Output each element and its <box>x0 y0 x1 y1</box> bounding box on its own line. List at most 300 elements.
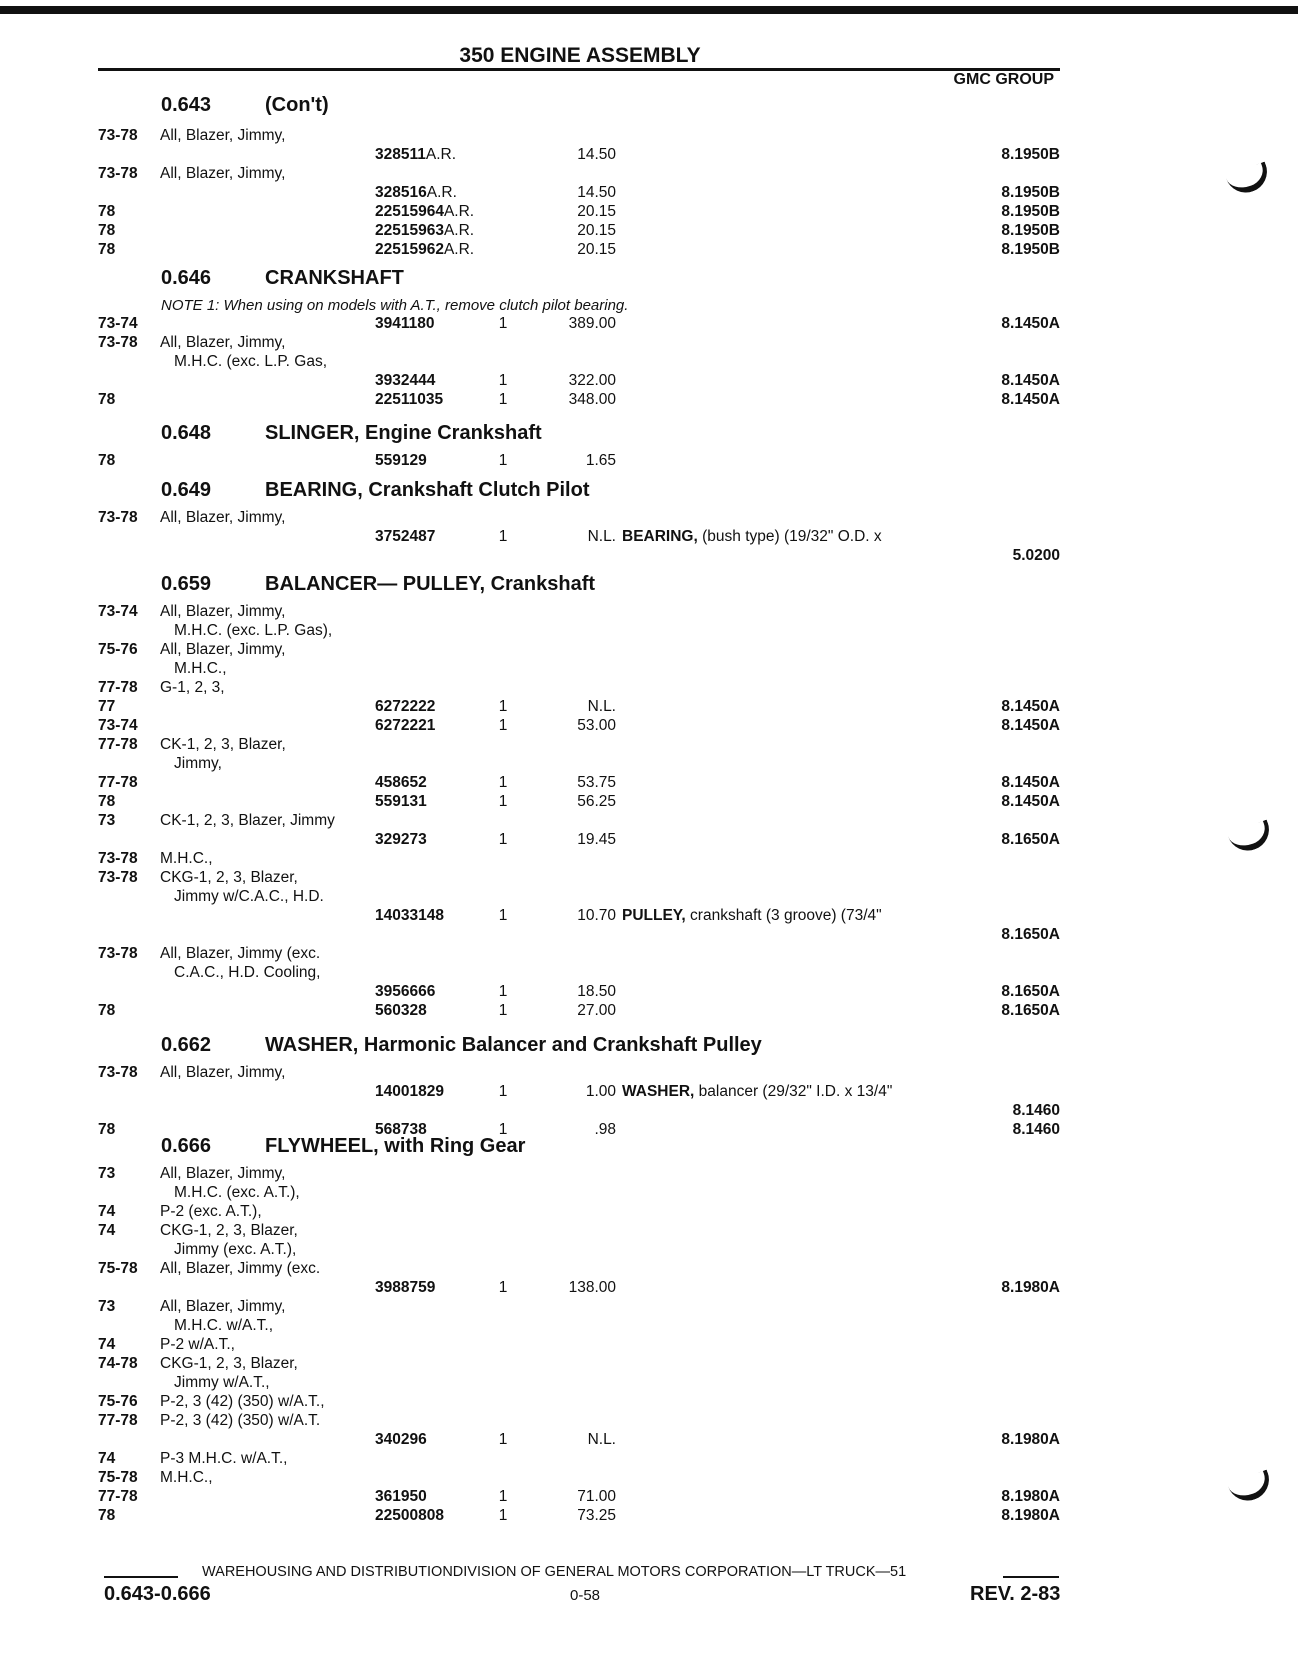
part-number-value: 361950 <box>375 1488 427 1505</box>
part-description <box>622 527 942 546</box>
quantity: 1 <box>498 774 508 791</box>
page-title: 350 ENGINE ASSEMBLY <box>459 44 701 67</box>
table-row <box>0 887 1298 906</box>
gmc-group-number: 8.1460 <box>1012 1102 1060 1119</box>
gmc-group-number: 8.1980A <box>1001 1507 1060 1524</box>
part-number-value: 6272222 <box>375 698 436 715</box>
table-row <box>0 1316 1298 1335</box>
price: 27.00 <box>577 1002 616 1019</box>
part-number-value: 6272221 <box>375 717 436 734</box>
table-row <box>0 982 1298 1001</box>
model-applicability <box>174 352 375 371</box>
gmc-group-number: 8.1980A <box>1001 1431 1060 1448</box>
table-row <box>0 314 1298 333</box>
table-row <box>0 697 1298 716</box>
quantity: 1 <box>498 1121 508 1138</box>
table-row <box>0 849 1298 868</box>
model-text: All, Blazer, Jimmy, <box>160 127 289 144</box>
model-text: CKG-1, 2, 3, Blazer, <box>160 1355 302 1372</box>
table-row <box>0 145 1298 164</box>
description-leader <box>622 528 886 545</box>
quantity: 1 <box>498 391 508 408</box>
table-row <box>0 1373 1298 1392</box>
quantity: 1 <box>498 907 508 924</box>
part-number <box>375 221 478 240</box>
table-row <box>0 1183 1298 1202</box>
model-text: C.A.C., H.D. Cooling, <box>174 964 324 981</box>
year-range: 78 <box>98 1002 116 1019</box>
year-range: 73 <box>98 1165 116 1182</box>
section-code: 0.659 <box>161 573 212 595</box>
part-number <box>375 451 478 470</box>
model-applicability <box>160 678 375 697</box>
year-range: 73-78 <box>98 334 138 351</box>
gmc-group-number: 8.1950B <box>1001 222 1060 239</box>
part-number <box>375 906 478 925</box>
description-text <box>622 528 886 545</box>
part-description <box>622 1082 942 1101</box>
table-row <box>0 792 1298 811</box>
table-row <box>0 1411 1298 1430</box>
part-number-value: 328516 <box>375 184 427 201</box>
price: 18.50 <box>577 983 616 1000</box>
table-row <box>0 830 1298 849</box>
model-text: P-2, 3 (42) (350) w/A.T. <box>160 1412 324 1429</box>
table-row <box>0 352 1298 371</box>
quantity: 1 <box>498 1002 508 1019</box>
table-row <box>0 602 1298 621</box>
part-number <box>375 830 478 849</box>
model-text: Jimmy w/A.T., <box>174 1374 274 1391</box>
price: 71.00 <box>577 1488 616 1505</box>
price: 389.00 <box>568 315 616 332</box>
quantity: 1 <box>498 983 508 1000</box>
table-row <box>0 963 1298 982</box>
section-heading <box>0 571 1298 597</box>
model-text: Jimmy w/C.A.C., H.D. <box>174 888 328 905</box>
description-detail: balancer (29/32" I.D. x 13/4" <box>698 1083 893 1100</box>
footer-rule-right <box>1003 1576 1059 1578</box>
table-row <box>0 1297 1298 1316</box>
table-row <box>0 1001 1298 1020</box>
year-range: 75-78 <box>98 1260 138 1277</box>
table-row <box>0 773 1298 792</box>
table-row <box>0 1221 1298 1240</box>
year-range: 75-78 <box>98 1469 138 1486</box>
price: 10.70 <box>577 907 616 924</box>
part-number <box>375 527 478 546</box>
model-text: CKG-1, 2, 3, Blazer, <box>160 869 302 886</box>
model-text: M.H.C., <box>160 850 217 867</box>
description-detail: crankshaft (3 groove) (73/4" <box>690 907 882 924</box>
model-applicability <box>160 164 375 183</box>
model-text: P-2, 3 (42) (350) w/A.T., <box>160 1393 329 1410</box>
gmc-group-number: 8.1460 <box>1012 1121 1060 1138</box>
year-range: 77-78 <box>98 1412 138 1429</box>
table-row <box>0 1101 1298 1120</box>
quantity-as-required: A.R. <box>443 241 475 258</box>
table-row <box>0 659 1298 678</box>
year-range: 74 <box>98 1450 116 1467</box>
quantity-as-required: A.R. <box>426 184 457 201</box>
model-applicability <box>160 640 375 659</box>
price: 56.25 <box>577 793 616 810</box>
table-row <box>0 1449 1298 1468</box>
description-text <box>622 1083 896 1100</box>
year-range: 78 <box>98 1507 116 1524</box>
part-number <box>375 1487 478 1506</box>
part-number-value: 559129 <box>375 452 427 469</box>
section-heading <box>0 477 1298 503</box>
table-row <box>0 678 1298 697</box>
model-text: M.H.C., <box>160 1469 217 1486</box>
model-text: Jimmy, <box>174 755 226 772</box>
model-applicability <box>160 1468 375 1487</box>
table-row <box>0 1430 1298 1449</box>
model-text: P-2 (exc. A.T.), <box>160 1203 266 1220</box>
price: 1.00 <box>585 1083 616 1100</box>
part-number-value: 3988759 <box>375 1279 436 1296</box>
price: 138.00 <box>568 1279 616 1296</box>
table-row <box>0 183 1298 202</box>
section-name: BALANCER— PULLEY, Crankshaft <box>265 573 596 595</box>
year-range: 78 <box>98 203 116 220</box>
model-applicability <box>160 1259 375 1278</box>
part-number-value: 568738 <box>375 1121 427 1138</box>
quantity: 1 <box>498 372 508 389</box>
gmc-group-number: 8.1980A <box>1001 1488 1060 1505</box>
quantity: 1 <box>498 717 508 734</box>
gmc-group-number: 8.1450A <box>1001 391 1060 408</box>
part-number <box>375 697 478 716</box>
table-row <box>0 527 1298 546</box>
part-number <box>375 145 478 164</box>
model-text: All, Blazer, Jimmy, <box>160 165 289 182</box>
price: .98 <box>594 1121 616 1138</box>
year-range: 73-78 <box>98 850 138 867</box>
year-range: 78 <box>98 222 116 239</box>
quantity-as-required: A.R. <box>443 203 475 220</box>
table-row <box>0 640 1298 659</box>
gmc-group-number: 8.1450A <box>1001 372 1060 389</box>
table-row <box>0 126 1298 145</box>
part-number <box>375 314 478 333</box>
year-range: 75-76 <box>98 1393 138 1410</box>
table-row <box>0 1063 1298 1082</box>
model-text: All, Blazer, Jimmy (exc. <box>160 1260 324 1277</box>
table-row <box>0 1120 1298 1139</box>
year-range: 74 <box>98 1222 116 1239</box>
description-keyword: BEARING, <box>622 528 698 545</box>
part-number-value: 22515963 <box>375 222 444 239</box>
model-applicability <box>160 508 375 527</box>
year-range: 73-74 <box>98 717 138 734</box>
gmc-group-number: 8.1650A <box>1001 1002 1060 1019</box>
table-row <box>0 546 1298 565</box>
model-text: M.H.C. w/A.T., <box>174 1317 277 1334</box>
section-heading <box>0 265 1298 291</box>
model-applicability <box>174 1240 375 1259</box>
model-text: CKG-1, 2, 3, Blazer, <box>160 1222 302 1239</box>
price: 20.15 <box>577 203 616 220</box>
table-row <box>0 390 1298 409</box>
year-range: 78 <box>98 1121 116 1138</box>
section-code: 0.648 <box>161 422 212 444</box>
quantity: 1 <box>498 528 508 545</box>
table-row <box>0 1240 1298 1259</box>
part-number <box>375 773 478 792</box>
price: 19.45 <box>577 831 616 848</box>
part-number-value: 340296 <box>375 1431 427 1448</box>
part-number-value: 22515964 <box>375 203 444 220</box>
section-name: SLINGER, Engine Crankshaft <box>265 422 542 444</box>
section-code: 0.666 <box>161 1135 212 1157</box>
section-name: FLYWHEEL, with Ring Gear <box>265 1135 526 1157</box>
part-number <box>375 1278 478 1297</box>
description-keyword: PULLEY, <box>622 907 686 924</box>
table-row <box>0 868 1298 887</box>
model-applicability <box>160 849 375 868</box>
model-applicability <box>160 1354 375 1373</box>
model-applicability <box>160 735 375 754</box>
model-text: CK-1, 2, 3, Blazer, Jimmy <box>160 812 339 829</box>
model-applicability <box>174 754 375 773</box>
part-number-value: 3956666 <box>375 983 436 1000</box>
part-number <box>375 792 478 811</box>
model-applicability <box>160 1392 375 1411</box>
model-applicability <box>174 1373 375 1392</box>
part-number <box>375 202 478 221</box>
model-applicability <box>174 621 375 640</box>
year-range: 74 <box>98 1336 116 1353</box>
model-applicability <box>160 333 375 352</box>
price: 53.75 <box>577 774 616 791</box>
year-range: 77 <box>98 698 116 715</box>
part-number-value: 14033148 <box>375 907 444 924</box>
part-number <box>375 716 478 735</box>
section-name: BEARING, Crankshaft Clutch Pilot <box>265 479 590 501</box>
model-text: All, Blazer, Jimmy, <box>160 641 289 658</box>
quantity: 1 <box>498 1507 508 1524</box>
part-number-value: 560328 <box>375 1002 427 1019</box>
part-number-value: 3752487 <box>375 528 436 545</box>
price: 14.50 <box>577 146 616 163</box>
year-range: 78 <box>98 391 116 408</box>
model-applicability <box>160 868 375 887</box>
gmc-group-number: 8.1650A <box>1001 983 1060 1000</box>
table-row <box>0 944 1298 963</box>
gmc-group-number: 8.1950B <box>1001 241 1060 258</box>
quantity: 1 <box>498 1279 508 1296</box>
year-range: 77-78 <box>98 774 138 791</box>
quantity-as-required: A.R. <box>443 222 475 239</box>
model-text: P-2 w/A.T., <box>160 1336 239 1353</box>
model-applicability <box>174 1183 375 1202</box>
table-row <box>0 925 1298 944</box>
model-text: All, Blazer, Jimmy, <box>160 509 289 526</box>
footer-page-number: 0-58 <box>570 1587 601 1604</box>
model-text: G-1, 2, 3, <box>160 679 229 696</box>
year-range: 74-78 <box>98 1355 138 1372</box>
model-text: M.H.C. (exc. L.P. Gas), <box>174 622 336 639</box>
model-applicability <box>160 1164 375 1183</box>
part-number-value: 22515962 <box>375 241 444 258</box>
year-range: 78 <box>98 241 116 258</box>
gmc-group-number: 8.1450A <box>1001 717 1060 734</box>
price: N.L. <box>587 1431 616 1448</box>
year-range: 78 <box>98 452 116 469</box>
model-applicability <box>160 602 375 621</box>
section-code: 0.646 <box>161 267 212 289</box>
description-text <box>622 907 886 924</box>
model-text: All, Blazer, Jimmy, <box>160 334 289 351</box>
gmc-group-number: 8.1980A <box>1001 1279 1060 1296</box>
part-number-value: 22511035 <box>375 391 444 408</box>
part-number-value: 328511 <box>375 146 426 163</box>
part-number <box>375 390 478 409</box>
gmc-group-number: 8.1650A <box>1001 831 1060 848</box>
table-row <box>0 202 1298 221</box>
part-number-value: 14001829 <box>375 1083 444 1100</box>
table-row <box>0 1082 1298 1101</box>
footer-range: 0.643-0.666 <box>104 1583 211 1605</box>
model-applicability <box>174 659 375 678</box>
section-heading <box>0 420 1298 446</box>
model-text: All, Blazer, Jimmy, <box>160 1165 289 1182</box>
model-applicability <box>160 1335 375 1354</box>
table-row <box>0 240 1298 259</box>
price: 73.25 <box>577 1507 616 1524</box>
part-number <box>375 1506 478 1525</box>
model-text: All, Blazer, Jimmy (exc. <box>160 945 324 962</box>
model-applicability <box>160 944 375 963</box>
year-range: 78 <box>98 793 116 810</box>
section-heading <box>0 1032 1298 1058</box>
section-code: 0.649 <box>161 479 212 501</box>
gmc-group-number: 8.1450A <box>1001 698 1060 715</box>
year-range: 77-78 <box>98 736 138 753</box>
description-keyword: WASHER, <box>622 1083 695 1100</box>
year-range: 74 <box>98 1203 116 1220</box>
model-text: CK-1, 2, 3, Blazer, <box>160 736 290 753</box>
table-row <box>0 1202 1298 1221</box>
quantity: 1 <box>498 1431 508 1448</box>
year-range: 73-78 <box>98 869 138 886</box>
year-range: 73-74 <box>98 315 138 332</box>
part-number <box>375 1430 478 1449</box>
part-number-value: 3932444 <box>375 372 436 389</box>
year-range: 73-78 <box>98 127 138 144</box>
section-name: WASHER, Harmonic Balancer and Crankshaft Pulley <box>265 1034 762 1056</box>
table-row <box>0 1278 1298 1297</box>
year-range: 73-74 <box>98 603 138 620</box>
part-description <box>622 906 942 925</box>
table-row <box>0 164 1298 183</box>
year-range: 73-78 <box>98 1064 138 1081</box>
part-number <box>375 371 478 390</box>
table-row <box>0 1335 1298 1354</box>
part-number-value: 559131 <box>375 793 427 810</box>
table-row <box>0 716 1298 735</box>
table-row <box>0 1354 1298 1373</box>
description-leader <box>622 1083 896 1100</box>
gmc-group-number: 8.1650A <box>1001 926 1060 943</box>
description-leader <box>622 907 886 924</box>
model-text: M.H.C., <box>174 660 231 677</box>
part-number <box>375 1082 478 1101</box>
part-number-value: 458652 <box>375 774 427 791</box>
quantity: 1 <box>498 315 508 332</box>
table-row <box>0 451 1298 470</box>
model-text: M.H.C. (exc. L.P. Gas, <box>174 353 331 370</box>
section-name: (Con't) <box>265 94 329 116</box>
quantity-as-required: A.R. <box>425 146 457 163</box>
table-row <box>0 621 1298 640</box>
table-row <box>0 735 1298 754</box>
model-text: M.H.C. (exc. A.T.), <box>174 1184 304 1201</box>
table-row <box>0 1506 1298 1525</box>
section-code: 0.643 <box>161 94 212 116</box>
price: 322.00 <box>568 372 616 389</box>
price: 20.15 <box>577 222 616 239</box>
model-text: All, Blazer, Jimmy, <box>160 1298 289 1315</box>
quantity: 1 <box>498 793 508 810</box>
table-row <box>0 333 1298 352</box>
model-applicability <box>160 1221 375 1240</box>
model-applicability <box>174 1316 375 1335</box>
table-row <box>0 1164 1298 1183</box>
price: N.L. <box>587 698 616 715</box>
price: 348.00 <box>568 391 616 408</box>
model-applicability <box>160 1063 375 1082</box>
model-text: All, Blazer, Jimmy, <box>160 603 289 620</box>
model-applicability <box>160 811 375 830</box>
group-column-header: GMC GROUP <box>953 71 1054 88</box>
table-row <box>0 1392 1298 1411</box>
section-code: 0.662 <box>161 1034 212 1056</box>
footer-text: WAREHOUSING AND DISTRIBUTIONDIVISION OF GENERAL MOTORS CORPORATION—LT TRUCK—51 <box>202 1564 907 1580</box>
gmc-group-number: 8.1450A <box>1001 774 1060 791</box>
gmc-group-number: 8.1950B <box>1001 146 1060 163</box>
part-number-value: 3941180 <box>375 315 435 332</box>
gmc-group-number: 8.1950B <box>1001 203 1060 220</box>
footer-rule-left <box>104 1576 178 1578</box>
price: 14.50 <box>577 184 616 201</box>
year-range: 77-78 <box>98 1488 138 1505</box>
table-row <box>0 811 1298 830</box>
table-row <box>0 1468 1298 1487</box>
quantity: 1 <box>498 831 508 848</box>
table-row <box>0 906 1298 925</box>
model-applicability <box>160 1297 375 1316</box>
table-row <box>0 221 1298 240</box>
model-applicability <box>160 1202 375 1221</box>
model-text: P-3 M.H.C. w/A.T., <box>160 1450 291 1467</box>
price: 1.65 <box>585 452 616 469</box>
gmc-group-number: 8.1450A <box>1001 793 1060 810</box>
quantity: 1 <box>498 1488 508 1505</box>
quantity: 1 <box>498 1083 508 1100</box>
section-name: CRANKSHAFT <box>265 267 404 289</box>
quantity: 1 <box>498 452 508 469</box>
table-row <box>0 754 1298 773</box>
section-note: NOTE 1: When using on models with A.T., remove clutch pilot bearing. <box>161 297 629 314</box>
year-range: 73-78 <box>98 509 138 526</box>
price: 20.15 <box>577 241 616 258</box>
model-applicability <box>160 1411 375 1430</box>
year-range: 75-76 <box>98 641 138 658</box>
part-number-value: 329273 <box>375 831 427 848</box>
